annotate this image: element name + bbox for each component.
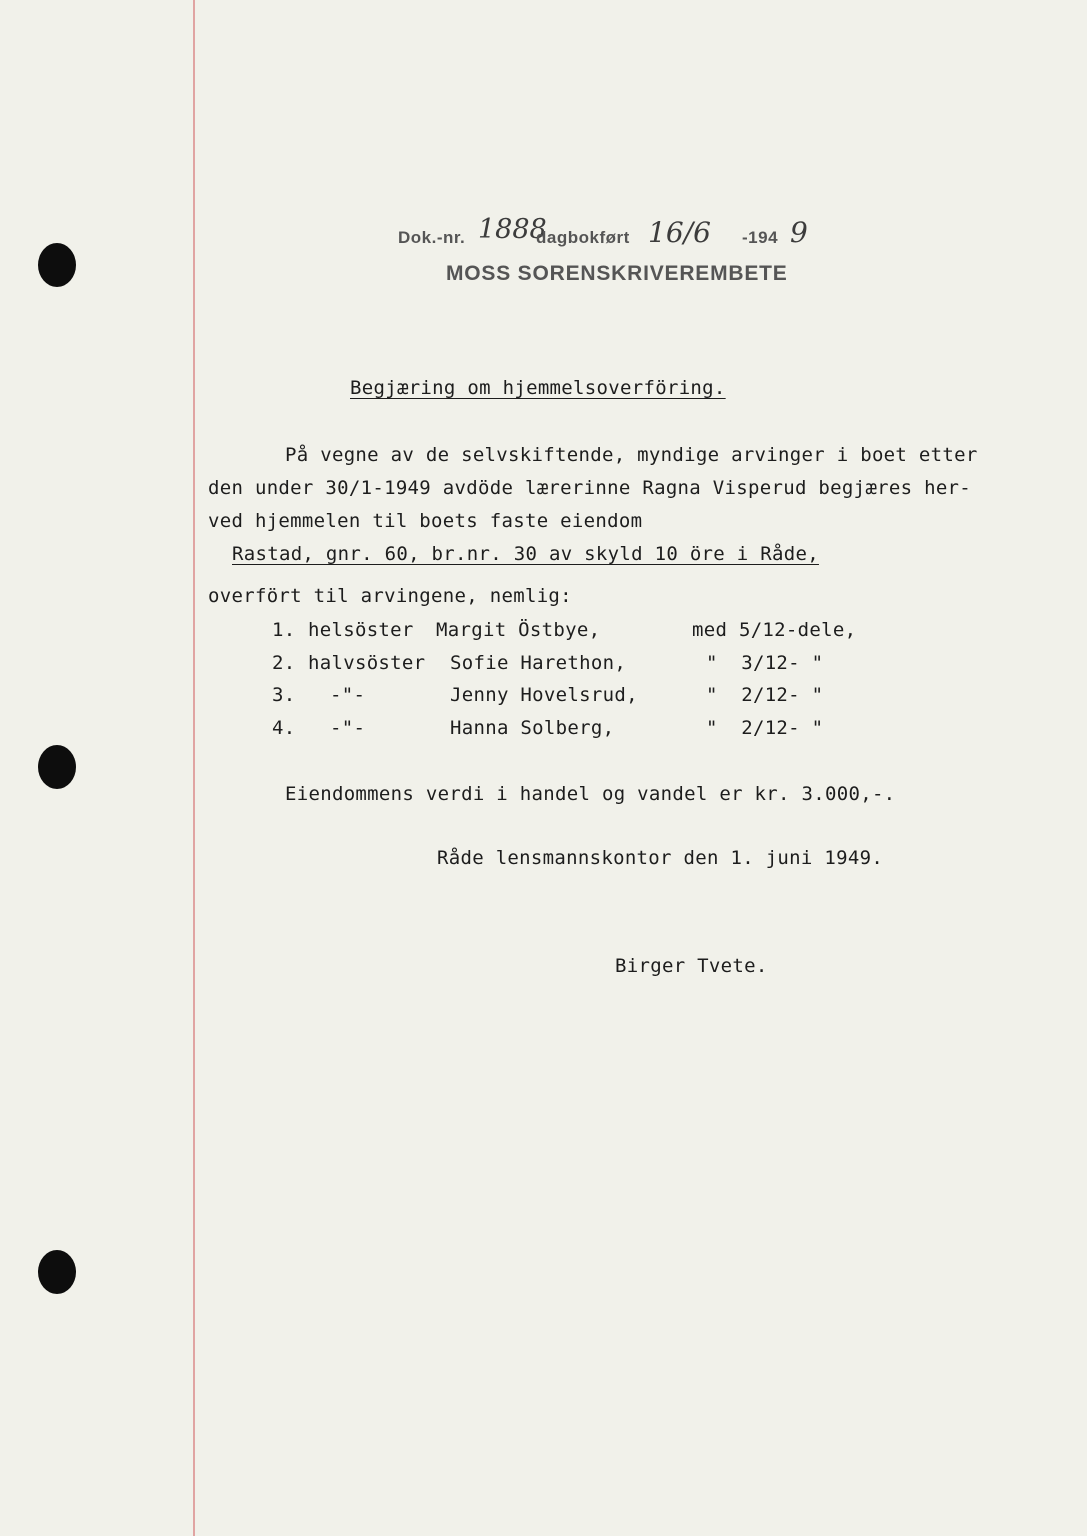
punch-hole-middle xyxy=(38,745,76,789)
stamp-dok-label: Dok.-nr. xyxy=(398,228,466,247)
heir-name: Hanna Solberg, xyxy=(450,717,615,739)
punch-hole-bottom xyxy=(38,1250,76,1294)
heir-share: " 3/12- " xyxy=(706,652,824,674)
place-and-date: Råde lensmannskontor den 1. juni 1949. xyxy=(437,847,884,869)
heir-number: 3. xyxy=(272,684,296,706)
heir-share: " 2/12- " xyxy=(706,717,824,739)
heir-number: 4. xyxy=(272,717,296,739)
property-description: Rastad, gnr. 60, br.nr. 30 av skyld 10 öre i Råde, xyxy=(232,543,819,565)
stamp-year-digit: 9 xyxy=(790,216,808,249)
heir-relation: -"- xyxy=(330,684,366,706)
margin-line xyxy=(193,0,195,1536)
heir-share: " 2/12- " xyxy=(706,684,824,706)
heir-name: Sofie Harethon, xyxy=(450,652,627,674)
transfer-intro: overfört til arvingene, nemlig: xyxy=(208,585,572,607)
stamp-year-prefix: -194 xyxy=(742,228,779,247)
paragraph-line-2: den under 30/1-1949 avdöde lærerinne Ragna Visperud begjæres her- xyxy=(208,477,972,499)
paragraph-line-1: På vegne av de selvskiftende, myndige arvinger i boet etter xyxy=(285,444,978,466)
heir-relation: helsöster xyxy=(308,619,414,641)
stamp-date: 16/6 xyxy=(648,216,711,249)
heir-relation: -"- xyxy=(330,717,366,739)
heir-number: 1. xyxy=(272,619,296,641)
heir-number: 2. xyxy=(272,652,296,674)
value-statement: Eiendommens verdi i handel og vandel er kr. 3.000,-. xyxy=(285,783,896,805)
heir-name: Jenny Hovelsrud, xyxy=(450,684,638,706)
heir-relation: halvsöster xyxy=(308,652,426,674)
heir-share: med 5/12-dele, xyxy=(692,619,857,641)
signature-name: Birger Tvete. xyxy=(615,955,768,977)
document-title: Begjæring om hjemmelsoverföring. xyxy=(350,377,726,399)
stamp-dagbokfort-label: dagbokført xyxy=(536,228,630,247)
punch-hole-top xyxy=(38,243,76,287)
stamp-dok-number: 1888 xyxy=(478,214,547,245)
heir-name: Margit Östbye, xyxy=(436,619,601,641)
stamp-office: MOSS SORENSKRIVEREMBETE xyxy=(446,262,788,285)
paragraph-line-3: ved hjemmelen til boets faste eiendom xyxy=(208,510,643,532)
